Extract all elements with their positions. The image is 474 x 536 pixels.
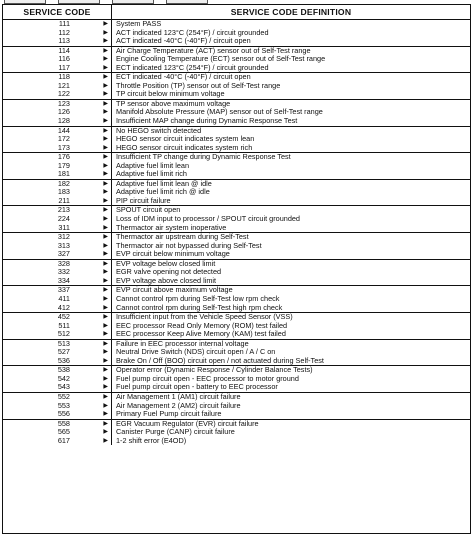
- service-code-definition: EEC processor Read Only Memory (ROM) test failed: [116, 321, 288, 330]
- service-code: 114: [58, 45, 70, 55]
- arrow-cell: [70, 73, 112, 82]
- table-row: [3, 64, 470, 73]
- service-code: 111: [58, 19, 70, 28]
- arrow-cell: [70, 127, 112, 136]
- service-code: 617: [57, 435, 70, 445]
- arrow-right-icon: ▶: [103, 21, 108, 27]
- service-code: 116: [58, 54, 70, 64]
- service-code-definition: SPOUT circuit open: [116, 206, 181, 215]
- arrow-right-icon: ▶: [103, 64, 108, 71]
- arrow-cell: [70, 47, 112, 56]
- table-row: [3, 366, 470, 375]
- service-code: 558: [57, 418, 70, 428]
- code-group: [3, 180, 470, 207]
- table-row: [3, 206, 470, 215]
- table-row: [3, 188, 470, 197]
- code-group: [3, 393, 470, 420]
- arrow-cell: [70, 366, 112, 375]
- service-code: 213: [57, 205, 70, 215]
- service-code: 511: [58, 320, 70, 330]
- table-row: [3, 233, 470, 242]
- arrow-cell: [70, 188, 112, 197]
- table-row: [3, 170, 470, 179]
- table-row: [3, 29, 470, 38]
- arrow-right-icon: ▶: [103, 260, 108, 267]
- arrow-cell: [70, 402, 112, 411]
- arrow-right-icon: ▶: [103, 216, 108, 223]
- arrow-cell: [70, 162, 112, 171]
- service-code: 332: [57, 267, 70, 277]
- service-code: 176: [57, 152, 70, 162]
- table-row: [3, 250, 470, 259]
- table-row: [3, 375, 470, 384]
- arrow-right-icon: ▶: [103, 56, 108, 63]
- service-code: 328: [57, 258, 70, 268]
- arrow-right-icon: ▶: [103, 287, 108, 294]
- service-code: 126: [57, 107, 70, 117]
- arrow-right-icon: ▶: [103, 411, 108, 418]
- service-code-definition: Thermactor air system inoperative: [116, 223, 227, 232]
- table-row: [3, 420, 470, 429]
- code-group: [3, 47, 470, 74]
- arrow-right-icon: ▶: [103, 349, 108, 356]
- table-row: [3, 73, 470, 82]
- arrow-cell: [70, 180, 112, 189]
- service-code-definition: ACT indicated 123°C (254°F) / circuit grounded: [116, 28, 269, 37]
- service-code-definition: Adaptive fuel limit rich @ idle: [116, 188, 210, 197]
- table-row: [3, 215, 470, 224]
- table-row: [3, 135, 470, 144]
- service-code-definition: Operator error (Dynamic Response / Cylinder Balance Tests): [116, 366, 313, 375]
- arrow-right-icon: ▶: [103, 154, 108, 161]
- arrow-right-icon: ▶: [103, 197, 108, 204]
- arrow-cell: [70, 340, 112, 349]
- arrow-right-icon: ▶: [103, 100, 108, 107]
- table-row: [3, 20, 470, 29]
- service-code-definition: EGR valve opening not detected: [116, 268, 222, 277]
- table-row: [3, 330, 470, 339]
- arrow-cell: [70, 428, 112, 437]
- code-group: [3, 100, 470, 127]
- service-code-definition: Thermactor air not bypassed during Self-Test: [116, 241, 262, 250]
- arrow-right-icon: ▶: [103, 437, 108, 444]
- service-code: 565: [57, 427, 70, 437]
- arrow-right-icon: ▶: [103, 162, 108, 169]
- table-row: [3, 162, 470, 171]
- service-code: 337: [57, 285, 70, 295]
- service-code-definition: Adaptive fuel limit lean: [116, 161, 190, 170]
- table-row: [3, 348, 470, 357]
- service-code-definition: TP sensor above maximum voltage: [116, 99, 231, 108]
- arrow-cell: [70, 286, 112, 295]
- arrow-cell: [70, 64, 112, 73]
- arrow-right-icon: ▶: [103, 47, 108, 54]
- arrow-right-icon: ▶: [103, 367, 108, 374]
- arrow-cell: [70, 437, 112, 446]
- table-row: [3, 55, 470, 64]
- service-code-definition: HEGO sensor circuit indicates system lean: [116, 135, 255, 144]
- table-row: [3, 47, 470, 56]
- arrow-cell: [70, 144, 112, 153]
- table-row: [3, 357, 470, 366]
- arrow-cell: [70, 37, 112, 46]
- table-row: [3, 197, 470, 206]
- table-row: [3, 268, 470, 277]
- service-code-column-header: SERVICE CODE: [3, 5, 112, 19]
- service-code: 327: [57, 249, 70, 259]
- service-code: 118: [58, 72, 70, 82]
- arrow-cell: [70, 322, 112, 331]
- code-group: [3, 420, 470, 446]
- service-code: 312: [57, 232, 70, 242]
- service-code: 311: [58, 222, 70, 232]
- service-code-definition: Loss of IDM input to processor / SPOUT circuit grounded: [116, 215, 300, 224]
- service-code-table: [2, 4, 471, 534]
- table-row: [3, 322, 470, 331]
- service-code-definition: Primary Fuel Pump circuit failure: [116, 410, 222, 419]
- arrow-right-icon: ▶: [103, 314, 108, 321]
- table-row: [3, 37, 470, 46]
- table-row: [3, 108, 470, 117]
- arrow-cell: [70, 215, 112, 224]
- arrow-cell: [70, 250, 112, 259]
- table-row: [3, 277, 470, 286]
- code-group: [3, 20, 470, 47]
- arrow-right-icon: ▶: [103, 402, 108, 409]
- code-group: [3, 73, 470, 100]
- table-row: [3, 410, 470, 419]
- arrow-cell: [70, 153, 112, 162]
- arrow-cell: [70, 117, 112, 126]
- arrow-right-icon: ▶: [103, 109, 108, 116]
- service-code: 113: [58, 36, 70, 46]
- service-code-definition: Adaptive fuel limit lean @ idle: [116, 179, 212, 188]
- arrow-right-icon: ▶: [103, 180, 108, 187]
- table-row: [3, 313, 470, 322]
- arrow-right-icon: ▶: [103, 91, 108, 98]
- arrow-cell: [70, 420, 112, 429]
- arrow-right-icon: ▶: [103, 251, 108, 258]
- arrow-cell: [70, 277, 112, 286]
- table-row: [3, 260, 470, 269]
- service-code-definition: PIP circuit failure: [116, 196, 171, 205]
- arrow-right-icon: ▶: [103, 429, 108, 436]
- arrow-cell: [70, 197, 112, 206]
- arrow-cell: [70, 348, 112, 357]
- service-code-definition: Adaptive fuel limit rich: [116, 170, 187, 179]
- table-row: [3, 82, 470, 91]
- table-row: [3, 402, 470, 411]
- service-code: 179: [57, 160, 70, 170]
- service-code-definition: EEC processor Keep Alive Memory (KAM) test failed: [116, 330, 286, 339]
- service-code-definition: EVP circuit below minimum voltage: [116, 250, 230, 259]
- service-code: 123: [57, 98, 70, 108]
- table-row: [3, 127, 470, 136]
- arrow-cell: [70, 29, 112, 38]
- service-code: 313: [57, 240, 70, 250]
- service-code: 224: [57, 214, 70, 224]
- service-code-definition-column-header: SERVICE CODE DEFINITION: [230, 7, 352, 17]
- code-group: [3, 233, 470, 260]
- arrow-right-icon: ▶: [103, 171, 108, 178]
- service-code-definition: Fuel pump circuit open - EEC processor to motor ground: [116, 374, 299, 383]
- table-row: [3, 383, 470, 392]
- arrow-cell: [70, 313, 112, 322]
- arrow-cell: [70, 108, 112, 117]
- arrow-right-icon: ▶: [103, 384, 108, 391]
- code-group: [3, 153, 470, 180]
- arrow-right-icon: ▶: [103, 144, 108, 151]
- arrow-cell: [70, 393, 112, 402]
- service-code-definition: Fuel pump circuit open - battery to EEC processor: [116, 383, 278, 392]
- table-body: [3, 20, 470, 445]
- service-code-definition: Thermactor air upstream during Self-Test: [116, 233, 249, 242]
- service-code-definition: Brake On / Off (BOO) circuit open / not actuated during Self-Test: [116, 356, 324, 365]
- arrow-right-icon: ▶: [103, 331, 108, 338]
- service-code: 543: [57, 382, 70, 392]
- service-code: 121: [57, 80, 70, 90]
- service-code: 552: [57, 391, 70, 401]
- arrow-right-icon: ▶: [103, 295, 108, 302]
- service-code-definition: EVP voltage below closed limit: [116, 259, 216, 268]
- service-code-definition: HEGO sensor circuit indicates system rich: [116, 143, 253, 152]
- arrow-cell: [70, 330, 112, 339]
- table-row: [3, 437, 470, 446]
- arrow-right-icon: ▶: [103, 127, 108, 134]
- service-code-definition: EVP voltage above closed limit: [116, 276, 217, 285]
- service-code-definition: Failure in EEC processor internal voltage: [116, 339, 249, 348]
- table-row: [3, 242, 470, 251]
- arrow-cell: [70, 55, 112, 64]
- service-code-definition: ECT indicated -40°C (-40°F) / circuit open: [116, 73, 251, 82]
- service-code-definition: Insufficient MAP change during Dynamic Response Test: [116, 117, 298, 126]
- service-code: 553: [57, 400, 70, 410]
- arrow-right-icon: ▶: [103, 393, 108, 400]
- table-header: [3, 5, 470, 20]
- service-code-definition: System PASS: [116, 20, 162, 28]
- table-row: [3, 153, 470, 162]
- code-group: [3, 127, 470, 154]
- table-row: [3, 117, 470, 126]
- service-code-definition: ACT indicated -40°C (-40°F) / circuit open: [116, 37, 251, 46]
- service-code: 122: [57, 89, 70, 99]
- table-row: [3, 100, 470, 109]
- service-code-definition: Air Management 2 (AM2) circuit failure: [116, 401, 241, 410]
- code-group: [3, 286, 470, 313]
- service-code: 172: [57, 134, 70, 144]
- code-group: [3, 206, 470, 233]
- service-code: 173: [57, 142, 70, 152]
- table-row: [3, 304, 470, 313]
- service-code: 536: [57, 355, 70, 365]
- arrow-right-icon: ▶: [103, 74, 108, 81]
- service-code: 542: [57, 373, 70, 383]
- service-code: 182: [57, 178, 70, 188]
- arrow-right-icon: ▶: [103, 118, 108, 125]
- service-code-definition: Cannot control rpm during Self-Test low rpm check: [116, 294, 280, 303]
- service-code: 334: [57, 275, 70, 285]
- service-code-definition: 1-2 shift error (E4OD): [116, 436, 187, 445]
- service-code-definition: Air Management 1 (AM1) circuit failure: [116, 392, 241, 401]
- table-row: [3, 224, 470, 233]
- arrow-right-icon: ▶: [103, 207, 108, 214]
- service-code: 112: [58, 27, 70, 37]
- arrow-cell: [70, 410, 112, 419]
- arrow-cell: [70, 357, 112, 366]
- arrow-cell: [70, 135, 112, 144]
- service-code: 513: [57, 338, 70, 348]
- service-code-definition: Manifold Absolute Pressure (MAP) sensor out of Self-Test range: [116, 108, 323, 117]
- service-code-definition: Canister Purge (CANP) circuit failure: [116, 428, 235, 437]
- arrow-right-icon: ▶: [103, 29, 108, 36]
- service-code: 183: [57, 187, 70, 197]
- service-code: 144: [57, 125, 70, 135]
- arrow-right-icon: ▶: [103, 340, 108, 347]
- code-group: [3, 340, 470, 367]
- arrow-cell: [70, 206, 112, 215]
- arrow-right-icon: ▶: [103, 304, 108, 311]
- arrow-right-icon: ▶: [103, 224, 108, 231]
- service-code: 538: [57, 365, 70, 375]
- arrow-cell: [70, 90, 112, 99]
- table-row: [3, 90, 470, 99]
- arrow-right-icon: ▶: [103, 242, 108, 249]
- arrow-cell: [70, 295, 112, 304]
- arrow-cell: [70, 260, 112, 269]
- service-code-definition: Neutral Drive Switch (NDS) circuit open / A / C on: [116, 348, 276, 357]
- service-code-definition: Insufficient input from the Vehicle Speed Sensor (VSS): [116, 313, 293, 322]
- arrow-cell: [70, 170, 112, 179]
- table-row: [3, 393, 470, 402]
- code-group: [3, 313, 470, 340]
- arrow-right-icon: ▶: [103, 277, 108, 284]
- code-group: [3, 260, 470, 287]
- table-row: [3, 286, 470, 295]
- service-code-definition: Throttle Position (TP) sensor out of Self-Test range: [116, 81, 281, 90]
- service-code-definition: Insufficient TP change during Dynamic Response Test: [116, 153, 291, 162]
- arrow-right-icon: ▶: [103, 136, 108, 143]
- service-code-definition: Cannot control rpm during Self-Test high rpm check: [116, 303, 283, 312]
- service-code: 211: [58, 195, 70, 205]
- arrow-right-icon: ▶: [103, 38, 108, 45]
- arrow-cell: [70, 242, 112, 251]
- service-code-definition: Air Charge Temperature (ACT) sensor out of Self-Test range: [116, 46, 311, 55]
- arrow-right-icon: ▶: [103, 269, 108, 276]
- service-code: 512: [57, 329, 70, 339]
- arrow-right-icon: ▶: [103, 82, 108, 89]
- arrow-right-icon: ▶: [103, 375, 108, 382]
- arrow-cell: [70, 375, 112, 384]
- arrow-cell: [70, 304, 112, 313]
- code-group: [3, 366, 470, 393]
- service-code: 181: [57, 169, 70, 179]
- service-code: 411: [58, 293, 70, 303]
- arrow-cell: [70, 100, 112, 109]
- arrow-cell: [70, 268, 112, 277]
- arrow-right-icon: ▶: [103, 234, 108, 241]
- service-code-definition: EGR Vacuum Regulator (EVR) circuit failure: [116, 419, 259, 428]
- service-code-definition: TP circuit below minimum voltage: [116, 90, 225, 99]
- service-code: 117: [58, 62, 70, 72]
- arrow-right-icon: ▶: [103, 322, 108, 329]
- service-code: 556: [57, 409, 70, 419]
- service-code: 412: [57, 302, 70, 312]
- table-row: [3, 340, 470, 349]
- service-code: 128: [57, 116, 70, 126]
- service-code-definition: Engine Cooling Temperature (ECT) sensor out of Self-Test range: [116, 55, 326, 64]
- service-code: 452: [57, 312, 70, 322]
- arrow-cell: [70, 383, 112, 392]
- arrow-right-icon: ▶: [103, 357, 108, 364]
- table-row: [3, 295, 470, 304]
- arrow-cell: [70, 20, 112, 29]
- service-code-definition: EVP circuit above maximum voltage: [116, 286, 233, 295]
- arrow-cell: [70, 224, 112, 233]
- arrow-right-icon: ▶: [103, 189, 108, 196]
- arrow-cell: [70, 82, 112, 91]
- service-code-definition: No HEGO switch detected: [116, 126, 202, 135]
- table-row: [3, 144, 470, 153]
- table-row: [3, 428, 470, 437]
- service-code: 527: [57, 347, 70, 357]
- table-row: [3, 180, 470, 189]
- service-code-definition: ECT indicated 123°C (254°F) / circuit grounded: [116, 63, 269, 72]
- arrow-right-icon: ▶: [103, 420, 108, 427]
- arrow-cell: [70, 233, 112, 242]
